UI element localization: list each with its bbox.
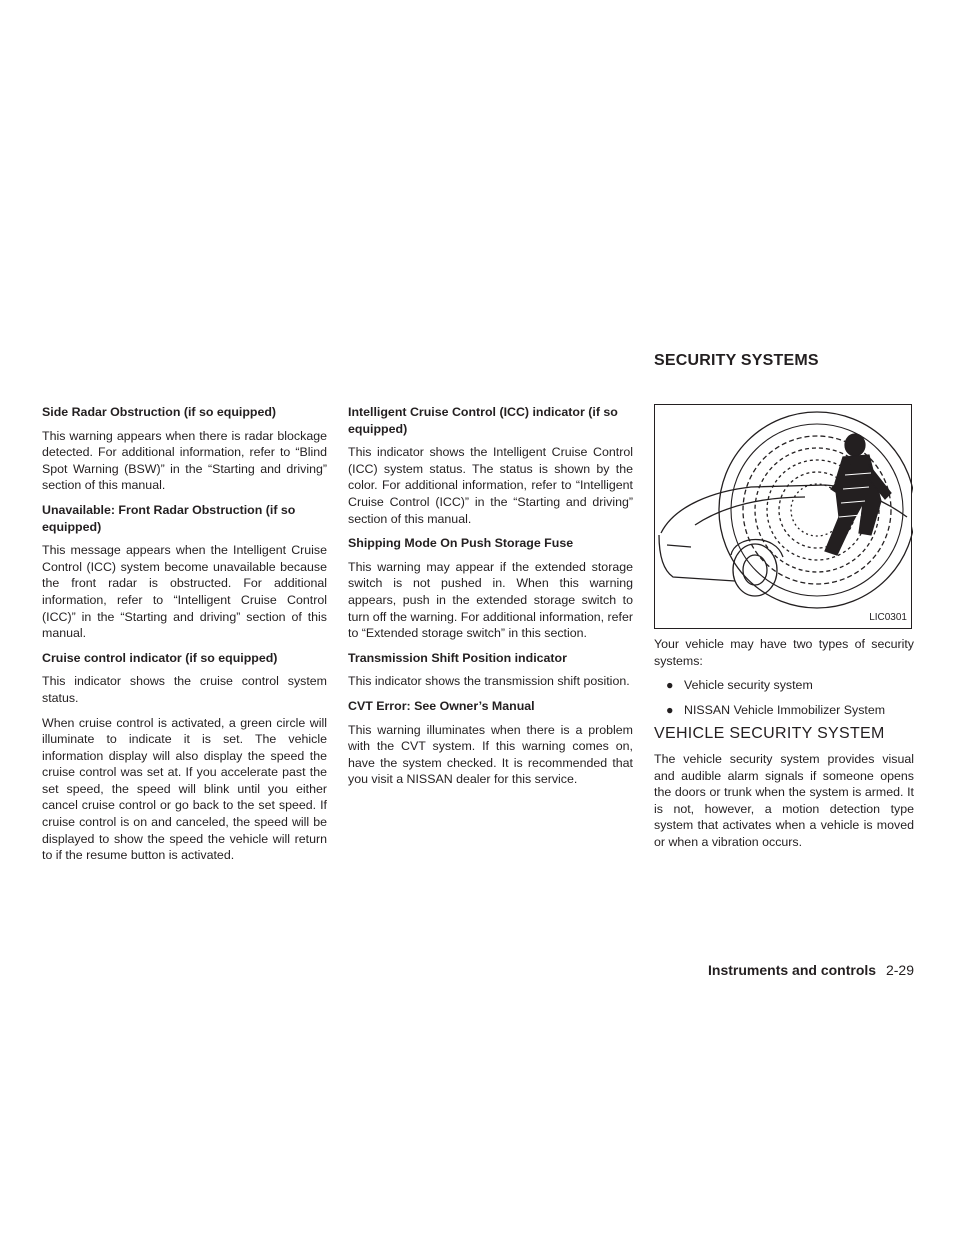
paragraph-vehicle-security: The vehicle security system provides visual and audible alarm signals if someone opens the doors or trunk when the system is armed. It is not, however, a motion detection type system that activates when a vehicle is moved or when a vibration occurs. <box>654 751 914 849</box>
paragraph-cruise-activated: When cruise control is activated, a green circle will illuminate to indicate it is set. The vehicle information display will also display the speed the cruise control was set at. If you accelerate past the set speed, the speed will blink until you either cancel cruise control or go back to the set speed. If cruise control is on and canceled, the speed will be displayed to show the speed the vehicle will return to if the resume button is activated. <box>42 715 327 863</box>
car-thief-illustration-icon <box>655 405 913 630</box>
security-types-list <box>654 677 914 718</box>
figure-code: LIC0301 <box>867 610 909 627</box>
heading-shift-position: Transmission Shift Position indicator <box>348 650 567 665</box>
paragraph-cruise-indicator: This indicator shows the cruise control system status. <box>42 674 327 705</box>
paragraph-front-radar: This message appears when the Intelligent Cruise Control (ICC) system become unavailable because the front radar is obstructed. For additional information, refer to “Intelligent Cruise Control (ICC)” in the “Starting and driving” section of this manual. <box>42 543 327 641</box>
heading-cvt-error: CVT Error: See Owner’s Manual <box>348 698 535 713</box>
page-number: 2-29 <box>885 962 914 978</box>
heading-shipping-mode: Shipping Mode On Push Storage Fuse <box>348 536 574 551</box>
security-illustration <box>654 404 912 629</box>
footer-chapter: Instruments and controls <box>708 962 877 978</box>
subsection-title: VEHICLE SECURITY SYSTEM <box>654 725 885 743</box>
section-title: SECURITY SYSTEMS <box>654 352 819 369</box>
list-item <box>666 702 914 719</box>
bullet-icon: ● <box>666 702 674 717</box>
paragraph-icc-indicator: This indicator shows the Intelligent Cruise Control (ICC) system status. The status is shown by the color. For additional information, refer to “Intelligent Cruise Control (ICC)” in the “Starting and driving” section of this manual. <box>348 445 633 526</box>
security-text <box>654 636 914 859</box>
column-middle <box>348 404 633 796</box>
heading-side-radar: Side Radar Obstruction (if so equipped) <box>42 405 277 419</box>
list-item-label: Vehicle security system <box>684 678 813 693</box>
heading-cruise-indicator: Cruise control indicator (if so equipped) <box>42 650 278 665</box>
paragraph-side-radar: This warning appears when there is radar blockage detected. For additional information, refer to “Blind Spot Warning (BSW)” in the “Starting and driving” section of this manual. <box>42 428 327 493</box>
list-item-label: NISSAN Vehicle Immobilizer System <box>684 702 886 717</box>
list-item <box>666 677 914 694</box>
column-left <box>42 404 327 872</box>
paragraph-shipping-mode: This warning may appear if the extended storage switch is not pushed in. When this warning appears, push in the extended storage switch to turn off the warning. For additional information, refer to “Extended storage switch” in this section. <box>348 559 633 641</box>
heading-front-radar: Unavailable: Front Radar Obstruction (if so equipped) <box>42 502 296 534</box>
paragraph-cvt-error: This warning illuminates when there is a problem with the CVT system. If this warning comes on, have the system checked. It is recommended that you visit a NISSAN dealer for this service. <box>348 722 633 787</box>
page-footer <box>708 962 914 978</box>
bullet-icon: ● <box>666 678 674 693</box>
paragraph-shift-position: This indicator shows the transmission shift position. <box>348 674 630 689</box>
paragraph-security-intro: Your vehicle may have two types of security systems: <box>654 637 914 668</box>
heading-icc-indicator: Intelligent Cruise Control (ICC) indicator (if so equipped) <box>348 405 618 436</box>
